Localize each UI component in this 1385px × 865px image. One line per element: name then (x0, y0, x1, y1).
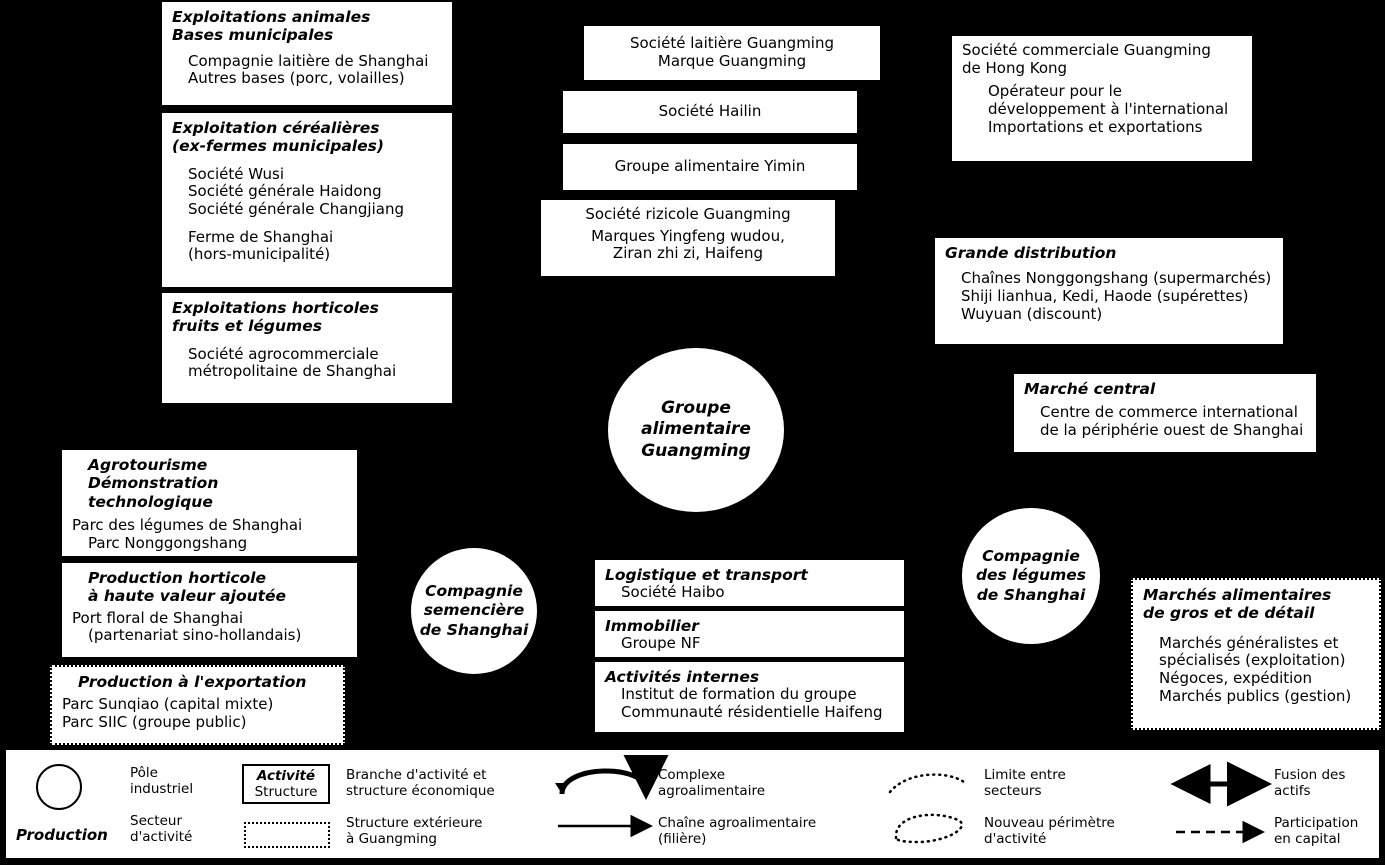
legend-label-nouveau-perimetre: Nouveau périmètre d'activité (984, 815, 1115, 847)
circle-label-line: de Shanghai (419, 620, 529, 639)
box-line: (hors-municipalité) (188, 245, 331, 264)
box-production-horticole (62, 563, 357, 657)
box-line: Société Haibo (621, 583, 725, 602)
box-title-line: (ex-fermes municipales) (172, 137, 384, 156)
box-line: Chaînes Nonggongshang (supermarchés) (961, 269, 1272, 288)
circle-label-line: Guangming (641, 440, 751, 461)
box-line: Parc des légumes de Shanghai (72, 515, 303, 534)
box-line: Société générale Changjiang (188, 199, 404, 218)
box-line: de la périphérie ouest de Shanghai (1040, 420, 1304, 439)
box-societe-hailin (563, 91, 857, 133)
box-line: Société laitière Guangming (629, 34, 835, 53)
box-title-line: Exploitation céréalières (172, 119, 380, 137)
legend-label-pole-industriel: Pôle industriel (130, 765, 194, 797)
box-line: Wuyuan (discount) (961, 304, 1103, 323)
box-agrotourisme (62, 450, 357, 556)
circle-label-line: Groupe (661, 398, 731, 419)
circle-groupe-alimentaire-guangming (608, 348, 784, 512)
box-exploitation-cerealieres (162, 113, 452, 287)
box-societe-laitiere (584, 26, 880, 80)
box-line: de Hong Kong (962, 58, 1068, 77)
box-immobilier (595, 611, 904, 657)
box-exploitations-animales (162, 2, 452, 105)
box-line: Institut de formation du groupe (621, 685, 857, 704)
box-line: Parc Sunqiao (capital mixte) (62, 695, 274, 714)
box-title-line: de gros et de détail (1143, 604, 1315, 623)
box-line: Marchés publics (gestion) (1159, 686, 1352, 705)
box-logistique-transport (595, 560, 904, 606)
circle-label-line: Compagnie (425, 581, 523, 600)
circle-label-line: semencière (423, 601, 525, 620)
box-title-line: Exploitations horticoles (172, 299, 379, 317)
box-title-line: Marché central (1024, 380, 1156, 398)
circle-label-line: Compagnie (982, 546, 1080, 565)
box-line: Parc SIIC (groupe public) (62, 712, 247, 731)
legend-activite-structure-box (242, 764, 330, 804)
box-line: Compagnie laitière de Shanghai (188, 51, 429, 70)
box-title-line: Marchés alimentaires (1143, 586, 1332, 604)
box-line: (partenariat sino-hollandais) (88, 626, 302, 645)
box-line: Autres bases (porc, volailles) (188, 69, 405, 88)
box-production-exportation (50, 665, 345, 745)
legend-label-branche: Branche d'activité et structure économique (346, 767, 495, 799)
box-line: Centre de commerce international (1040, 403, 1298, 422)
box-line: Importations et exportations (988, 117, 1203, 136)
box-line: Société rizicole Guangming (585, 205, 791, 223)
box-title-line: fruits et légumes (172, 317, 322, 336)
box-title-line: Grande distribution (945, 244, 1117, 262)
circle-label-line: alimentaire (641, 419, 751, 440)
legend-label-production: Production (16, 826, 108, 844)
box-line: Groupe NF (621, 634, 701, 653)
box-line: Société commerciale Guangming (962, 41, 1211, 59)
legend-activite-title: Activité (256, 768, 316, 784)
legend-label-participation-capital: Participation en capital (1274, 815, 1359, 847)
box-line: métropolitaine de Shanghai (188, 362, 397, 381)
box-line: Marques Yingfeng wudou, (591, 226, 785, 245)
circle-compagnie-semenciere (411, 548, 537, 674)
box-title-line: Production à l'exportation (78, 673, 307, 691)
box-line: spécialisés (exploitation) (1159, 651, 1346, 670)
box-line: Port floral de Shanghai (72, 608, 244, 627)
legend-label-structure-exterieure: Structure extérieure à Guangming (346, 815, 483, 847)
box-line: Marque Guangming (657, 52, 807, 70)
box-title-line: Bases municipales (172, 26, 334, 45)
box-title-line: Production horticole (88, 569, 267, 587)
legend-structure-sub: Structure (254, 784, 318, 801)
box-title-line: Activités internes (605, 668, 760, 686)
box-title-line: Démonstration technologique (88, 474, 219, 511)
circle-label-line: des légumes (975, 566, 1087, 585)
legend-label-complexe: Complexe agroalimentaire (658, 767, 766, 799)
box-line: Société agrocommerciale (188, 344, 379, 363)
legend-label-limite-secteurs: Limite entre secteurs (984, 767, 1066, 799)
legend-structure-exterieure-box (244, 822, 330, 848)
circle-compagnie-legumes (962, 508, 1100, 644)
box-line: Marchés généralistes et (1159, 633, 1339, 652)
box-marches-alimentaires (1131, 578, 1381, 730)
legend-label-chaine: Chaîne agroalimentaire (filière) (658, 815, 817, 847)
box-title-line: Logistique et transport (605, 566, 808, 584)
box-line: Opérateur pour le (988, 82, 1123, 101)
box-line: Groupe alimentaire Yimin (614, 157, 806, 176)
box-line: Ziran zhi zi, Haifeng (612, 244, 764, 263)
box-line: Parc Nonggongshang (88, 533, 248, 552)
box-line: Société Wusi (188, 164, 285, 183)
box-groupe-yimin (563, 144, 857, 190)
box-line: Ferme de Shanghai (188, 227, 334, 246)
circle-label-line: de Shanghai (976, 585, 1086, 604)
box-marche-central (1014, 374, 1316, 452)
box-title-line: Agrotourisme (88, 456, 208, 474)
box-societe-rizicole (541, 200, 835, 276)
box-grande-distribution (935, 238, 1283, 344)
legend-label-fusion-actifs: Fusion des actifs (1274, 767, 1346, 799)
box-line: Société Hailin (658, 102, 762, 121)
box-title-line: Immobilier (605, 617, 699, 635)
box-exploitations-horticoles (162, 293, 452, 403)
legend-label-secteur-activite: Secteur d'activité (130, 813, 193, 845)
legend-panel (4, 748, 1381, 860)
box-line: Négoces, expédition (1159, 668, 1312, 687)
box-title-line: Exploitations animales (172, 8, 371, 26)
box-line: développement à l'international (988, 100, 1229, 119)
box-societe-commerciale-hongkong (952, 36, 1252, 161)
box-line: Société générale Haidong (188, 182, 382, 201)
pole-industriel-icon (36, 764, 82, 810)
box-line: Shiji lianhua, Kedi, Haode (supérettes) (961, 286, 1249, 305)
box-line: Communauté résidentielle Haifeng (621, 702, 883, 721)
box-title-line: à haute valeur ajoutée (88, 587, 287, 606)
box-activites-internes (595, 662, 904, 732)
